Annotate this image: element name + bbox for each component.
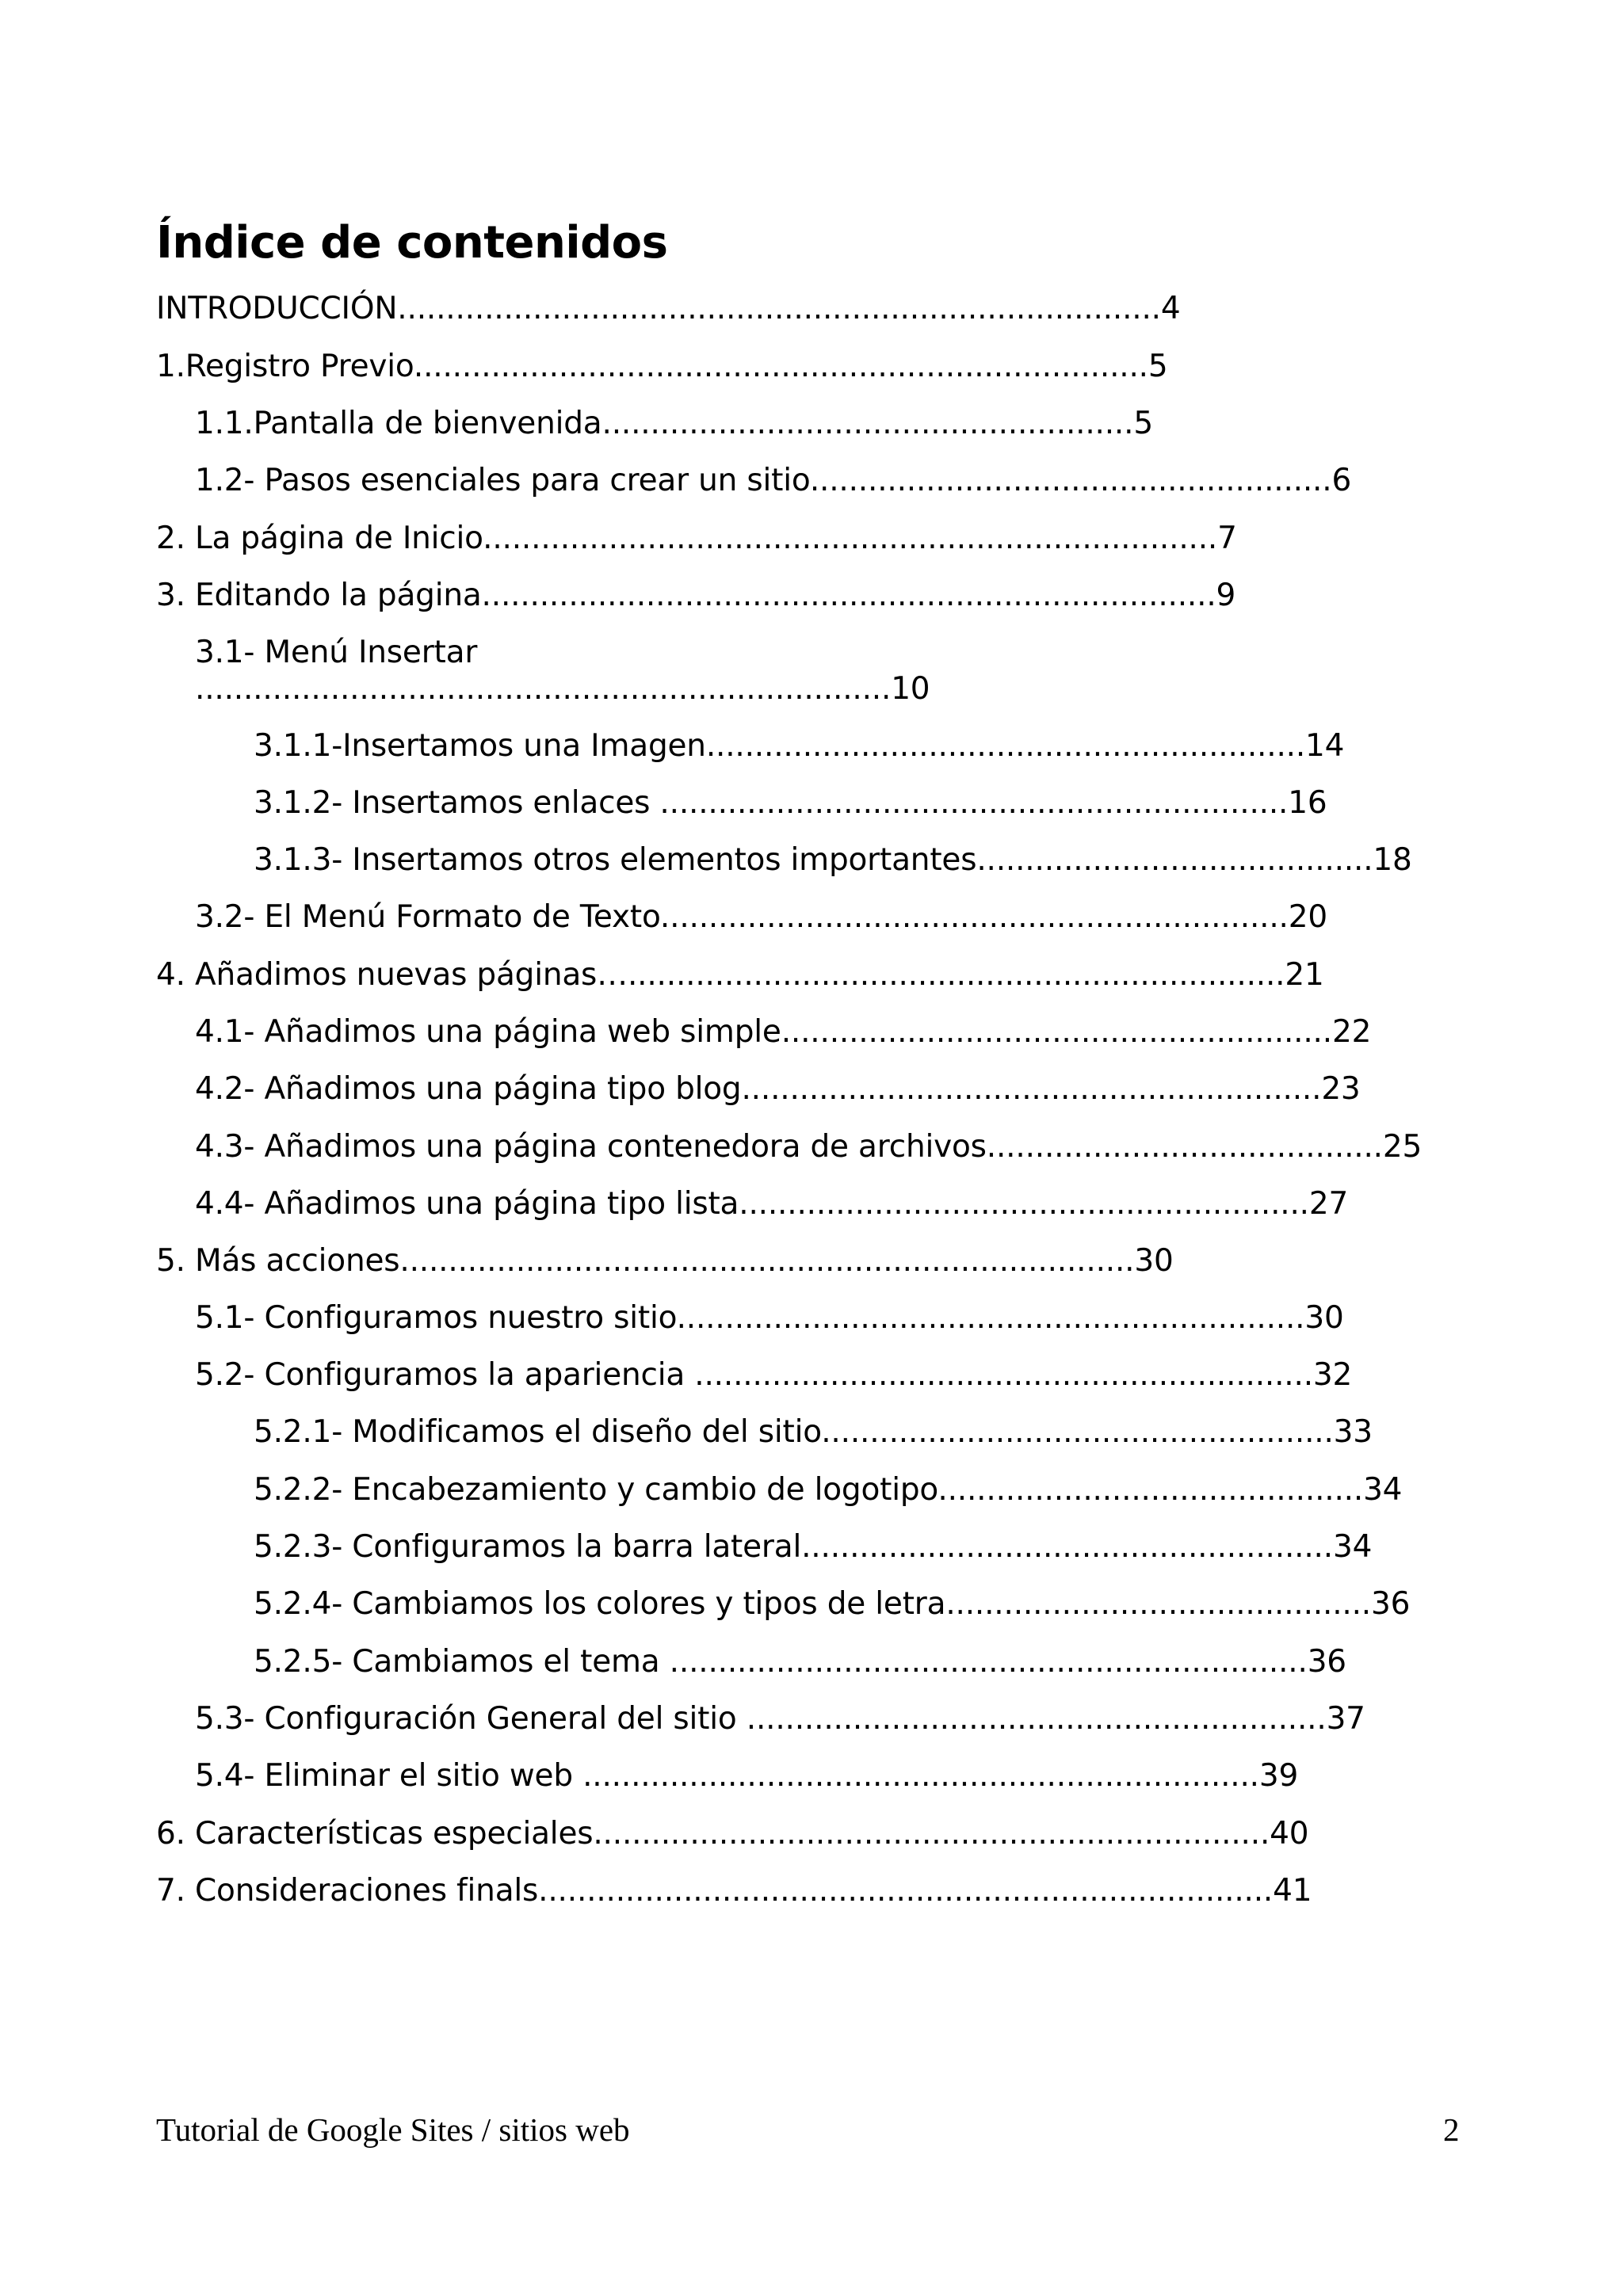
toc-entry-page: 9	[1216, 578, 1236, 613]
toc-entry[interactable]	[156, 567, 1235, 624]
toc-entry[interactable]	[195, 452, 1351, 509]
toc-entry[interactable]	[195, 1347, 1352, 1404]
toc-entry-text: ........................................................................	[195, 671, 892, 707]
toc-entry[interactable]	[195, 1176, 1348, 1233]
toc-entry-text: 5. Más acciones............................................................................	[156, 1243, 1135, 1279]
toc-entry-text: 5.2.4- Cambiamos los colores y tipos de letra............................................	[254, 1586, 1371, 1622]
toc-entry-text: INTRODUCCIÓN...............................................................................	[156, 291, 1161, 326]
toc-entry-text: 1.Registro Previo............................................................................	[156, 349, 1148, 384]
toc-entry[interactable]	[195, 889, 1327, 946]
toc-entry[interactable]	[254, 1519, 1372, 1576]
toc-entry[interactable]	[156, 510, 1237, 567]
toc-entry-page: 33	[1333, 1414, 1373, 1450]
toc-entry-page: 39	[1258, 1758, 1299, 1794]
toc-entry-page: 41	[1273, 1873, 1312, 1909]
toc-entry-text: 3.1.2- Insertamos enlaces .................................................................	[254, 785, 1289, 821]
toc-entry-text: 5.1- Configuramos nuestro sitio.................................................................	[195, 1300, 1305, 1336]
toc-entry-text: 5.2- Configuramos la apariencia ................................................................	[195, 1357, 1313, 1393]
toc-title: Índice de contenidos	[156, 217, 668, 269]
toc-entry-page: 34	[1332, 1529, 1373, 1565]
toc-entry-text: 4.4- Añadimos una página tipo lista...........................................................	[195, 1186, 1309, 1222]
toc-entry[interactable]	[254, 1462, 1402, 1519]
toc-entry[interactable]	[195, 1004, 1371, 1061]
toc-entry-text: 4.2- Añadimos una página tipo blog............................................................	[195, 1071, 1322, 1107]
toc-entry-page: 14	[1305, 728, 1345, 764]
toc-entry-page: 4	[1160, 291, 1181, 326]
toc-entry-text: 4.3- Añadimos una página contenedora de archivos.........................................	[195, 1129, 1383, 1165]
toc-entry[interactable]	[156, 338, 1167, 395]
toc-entry-page: 36	[1371, 1586, 1411, 1622]
toc-entry-text: 5.2.1- Modificamos el diseño del sitio.....................................................	[254, 1414, 1334, 1450]
toc-entry-text: 1.1.Pantalla de bienvenida.......................................................	[195, 406, 1134, 441]
toc-entry-text: 3.1- Menú Insertar	[195, 635, 478, 670]
toc-entry[interactable]	[254, 775, 1327, 832]
toc-entry[interactable]	[195, 1691, 1365, 1748]
toc-entry-text: 3. Editando la página............................................................................	[156, 578, 1216, 613]
toc-entry[interactable]	[156, 947, 1324, 1004]
toc-entry-page: 34	[1363, 1472, 1403, 1508]
toc-entry-page: 32	[1312, 1357, 1353, 1393]
toc-entry-page: 40	[1270, 1816, 1309, 1852]
toc-entry[interactable]	[254, 1634, 1346, 1691]
toc-entry-page: 23	[1321, 1071, 1361, 1107]
toc-entry-text: 3.1.3- Insertamos otros elementos importantes.........................................	[254, 842, 1373, 878]
toc-entry-page: 6	[1331, 463, 1352, 498]
toc-entry[interactable]	[195, 1061, 1361, 1118]
toc-entry-page: 22	[1331, 1014, 1372, 1050]
toc-entry-page: 20	[1288, 899, 1327, 935]
toc-entry-text: 5.2.2- Encabezamiento y cambio de logotipo............................................	[254, 1472, 1364, 1508]
toc-entry[interactable]	[195, 1119, 1422, 1176]
toc-entry-page: 16	[1288, 785, 1327, 821]
toc-entry[interactable]	[254, 1576, 1410, 1633]
footer-page-number: 2	[1443, 2111, 1460, 2148]
toc-entry-page: 7	[1217, 521, 1237, 556]
toc-entry[interactable]	[156, 1863, 1312, 1920]
toc-entry-page: 37	[1326, 1701, 1365, 1737]
toc-entry-text: 5.2.3- Configuramos la barra lateral.......................................................	[254, 1529, 1333, 1565]
toc-entry[interactable]	[156, 1233, 1174, 1290]
toc-entry-page: 5	[1133, 406, 1153, 441]
toc-entry-page: 30	[1304, 1300, 1344, 1336]
toc-entry-page: 21	[1285, 957, 1324, 993]
footer-title: Tutorial de Google Sites / sitios web	[156, 2111, 630, 2148]
toc-entry-text: 3.1.1-Insertamos una Imagen..............................................................	[254, 728, 1306, 764]
toc-entry[interactable]	[156, 1806, 1308, 1863]
toc-entry[interactable]	[254, 718, 1344, 775]
toc-entry-page: 27	[1308, 1186, 1349, 1222]
toc-entry-text: 7. Consideraciones finals............................................................................	[156, 1873, 1274, 1909]
toc-entry-text: 5.3- Configuración General del sitio ............................................................	[195, 1701, 1327, 1737]
toc-entry-page: 10	[891, 671, 930, 707]
toc-entry-page: 36	[1307, 1644, 1346, 1680]
toc-entry-text: 1.2- Pasos esenciales para crear un sitio......................................................	[195, 463, 1332, 498]
toc-entry-text: 4.1- Añadimos una página web simple.........................................................	[195, 1014, 1332, 1050]
toc-entry-text: 5.2.5- Cambiamos el tema ..................................................................	[254, 1644, 1308, 1680]
toc-entry[interactable]	[195, 395, 1153, 452]
toc-entry-text: 4. Añadimos nuevas páginas…....................................................................	[156, 957, 1285, 993]
toc-entry-page: 18	[1373, 842, 1412, 878]
toc-entry-text: 6. Características especiales......................................................................	[156, 1816, 1270, 1852]
toc-entry-page: 30	[1134, 1243, 1174, 1279]
toc-entry-page: 25	[1382, 1129, 1423, 1165]
toc-entry-page: 5	[1148, 349, 1168, 384]
toc-entry[interactable]	[254, 832, 1412, 889]
toc-entry[interactable]	[156, 280, 1181, 338]
toc-entry-text: 3.2- El Menú Formato de Texto.................................................................	[195, 899, 1289, 935]
toc-entry-text: 2. La página de Inicio............................................................................	[156, 521, 1218, 556]
toc-entry[interactable]	[254, 1404, 1373, 1461]
toc-entry-text: 5.4- Eliminar el sitio web ......................................................................	[195, 1758, 1259, 1794]
toc-entry[interactable]	[195, 661, 930, 718]
toc-entry[interactable]	[195, 1748, 1298, 1805]
toc-entry[interactable]	[195, 1290, 1344, 1347]
